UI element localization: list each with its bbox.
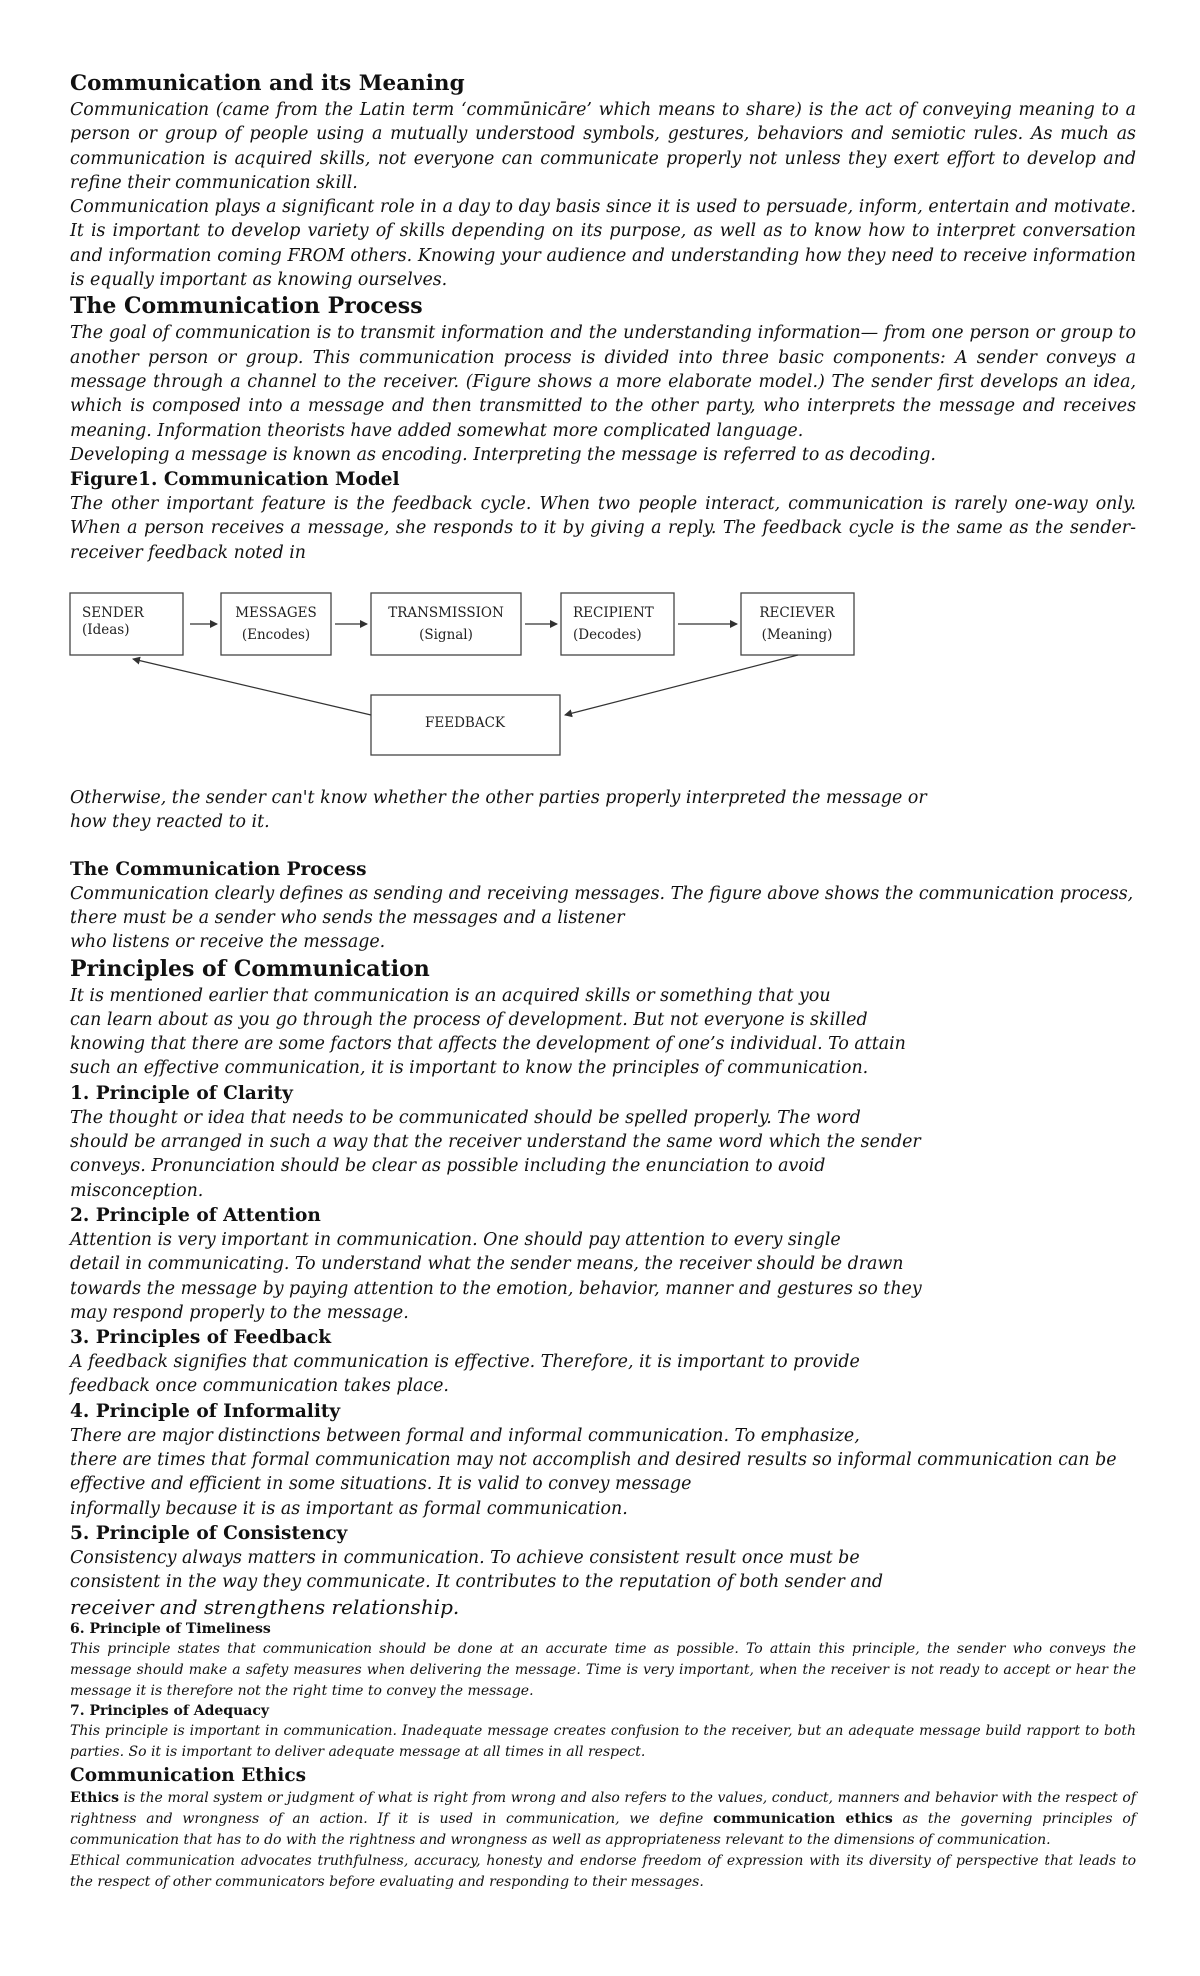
paragraph (70, 1424, 1136, 1521)
feedback-arrow (565, 655, 798, 715)
paragraph (70, 1788, 1136, 1851)
text-line: Otherwise, the sender can't know whether the other parties properly interpreted the message or (70, 788, 927, 809)
figure-title: Figure1. Communication Model (70, 469, 400, 491)
document-page (70, 70, 1136, 1893)
diagram-label: (Encodes) (241, 627, 311, 644)
paragraph: Ethical communication advocates truthfulness, accuracy, honesty and endorse freedom of expression with its diversity of perspective that leads to the respect of other communicators before evaluating and responding to their messages. (70, 1853, 1136, 1891)
paragraph (70, 984, 1136, 1081)
communication-model-diagram (70, 591, 1136, 781)
paragraph: This principle states that communication should be done at an accurate time as possible. To attain this principle, the sender who conveys the message should make a safety measures when delivering the message. Time is very important, when the receiver is not ready to accept or hear the message it is therefore not the right time to convey the message. (70, 1641, 1136, 1700)
communication-model-svg (68, 591, 888, 781)
text-line: The thought or idea that needs to be communicated should be spelled properly. The word (70, 1107, 861, 1128)
section-title-ethics: Communication Ethics (70, 1765, 307, 1787)
text-line: Communication clearly defines as sending and receiving messages. The figure above shows the communication process, (70, 883, 1134, 904)
text-line: Attention is very important in communication. One should pay attention to every single (70, 1229, 841, 1250)
principle-title: 7. Principles of Adequacy (70, 1703, 269, 1720)
paragraph (70, 1106, 1136, 1203)
text-line: should be arranged in such a way that the receiver understand the same word which the sender (70, 1132, 921, 1153)
principle-title: 3. Principles of Feedback (70, 1327, 332, 1349)
diagram-label: RECIEVER (759, 605, 835, 622)
paragraph: This principle is important in communication. Inadequate message creates confusion to the receiver, but an adequate message build rapport to both parties. So it is important to deliver adequate message at all times in all respect. (70, 1723, 1136, 1761)
text-line: there must be a sender who sends the messages and a listener (70, 907, 625, 928)
paragraph (70, 786, 1136, 835)
diagram-label: (Signal) (419, 627, 473, 644)
diagram-box-transmission (371, 593, 521, 655)
diagram-label: MESSAGES (235, 605, 317, 622)
text-line: detail in communicating. To understand what the sender means, the receiver should be drawn (70, 1254, 904, 1275)
diagram-label: RECIPIENT (573, 605, 654, 622)
paragraph (70, 1228, 1136, 1325)
text: as the governing principles of communication that has to do with the rightness and wrongness as well as appropriateness relevant to the dimensions of communication. (70, 1811, 1136, 1849)
paragraph: The goal of communication is to transmit information and the understanding information— from one person or group to another person or group. This communication process is divided into three basic components: A sender conveys a message through a channel to the receiver. (Figure shows a more elaborate model.) The sender first develops an idea, which is composed into a message and then transmitted to the other party, who interprets the message and receives meaning. Information theorists have added somewhat more complicated language. (70, 323, 1136, 441)
paragraph (70, 1546, 1136, 1595)
text-line: can learn about as you go through the process of development. But not everyone is skilled (70, 1009, 868, 1030)
text: is the moral system or judgment of what is right from wrong and also refers to the values, conduct, manners and behavior with the respect of rightness and wrongness of an action. If it is used in communication, we define (70, 1790, 1136, 1828)
text-line: Consistency always matters in communication. To achieve consistent result once must be (70, 1547, 860, 1568)
text-line: such an effective communication, it is important to know the principles of communication. (70, 1058, 869, 1079)
principle-title: 2. Principle of Attention (70, 1204, 321, 1226)
text-line: misconception. (70, 1180, 204, 1201)
paragraph: The other important feature is the feedback cycle. When two people interact, communication is rarely one-way only. When a person receives a message, she responds to it by giving a reply. The feedback cycle is the same as the sender-receiver feedback noted in (70, 494, 1136, 563)
principle-title: 6. Principle of Timeliness (70, 1621, 271, 1638)
paragraph (70, 882, 1136, 955)
text-line: feedback once communication takes place. (70, 1376, 449, 1397)
text-line: informally because it is as important as formal communication. (70, 1498, 628, 1519)
text-line: conveys. Pronunciation should be clear as possible including the enunciation to avoid (70, 1156, 826, 1177)
paragraph: Communication plays a significant role in a day to day basis since it is used to persuade, inform, entertain and motivate. It is important to develop variety of skills depending on its purpose, as well as to know how to interpret conversation and information coming FROM others. Knowing your audience and understanding how they need to receive information is equally important as knowing ourselves. (70, 197, 1136, 291)
text-line: effective and efficient in some situations. It is valid to convey message (70, 1474, 692, 1495)
paragraph: Communication (came from the Latin term ‘commūnicāre’ which means to share) is the act of conveying meaning to a person or group of people using a mutually understood symbols, gestures, behaviors and semiotic rules. As much as communication is acquired skills, not everyone can communicate properly not unless they exert effort to develop and refine their communication skill. (70, 100, 1136, 193)
diagram-label: (Meaning) (761, 627, 833, 644)
feedback-arrow (133, 659, 371, 715)
paragraph-last-line: receiver and strengthens relationship. (70, 1595, 460, 1620)
paragraph (70, 1350, 1136, 1399)
text-line: may respond properly to the message. (70, 1302, 409, 1323)
diagram-label: (Ideas) (82, 622, 130, 639)
diagram-label: (Decodes) (573, 627, 642, 644)
text-line: towards the message by paying attention to the emotion, behavior, manner and gestures so they (70, 1278, 922, 1299)
text-line: It is mentioned earlier that communication is an acquired skills or something that you (70, 985, 831, 1006)
text-line: consistent in the way they communicate. It contributes to the reputation of both sender and (70, 1572, 884, 1593)
text-line: how they reacted to it. (70, 812, 270, 833)
text-line: A feedback signifies that communication is effective. Therefore, it is important to provide (70, 1352, 860, 1373)
diagram-label: TRANSMISSION (388, 605, 504, 622)
text-line: There are major distinctions between formal and informal communication. To emphasize, (70, 1425, 860, 1446)
principle-title: 1. Principle of Clarity (70, 1082, 293, 1104)
diagram-box-messages (221, 593, 331, 655)
term: communication ethics (713, 1811, 893, 1828)
section-title-process-2: The Communication Process (70, 858, 367, 880)
diagram-label: SENDER (82, 605, 144, 622)
section-title-principles: Principles of Communication (70, 955, 430, 982)
section-title-process: The Communication Process (70, 293, 423, 320)
paragraph: Developing a message is known as encoding. Interpreting the message is referred to as decoding. (70, 444, 936, 465)
principle-title: 5. Principle of Consistency (70, 1522, 348, 1544)
diagram-box-recipient (561, 593, 674, 655)
term: Ethics (70, 1790, 120, 1807)
diagram-box-reciever (741, 593, 854, 655)
text-line: there are times that formal communication may not accomplish and desired results so informal communication can be (70, 1449, 1117, 1470)
text-line: who listens or receive the message. (70, 932, 386, 953)
text-line: knowing that there are some factors that affects the development of one’s individual. To attain (70, 1034, 906, 1055)
principle-title: 4. Principle of Informality (70, 1400, 341, 1422)
diagram-label: FEEDBACK (425, 715, 505, 732)
section-title-meaning: Communication and its Meaning (70, 71, 465, 96)
